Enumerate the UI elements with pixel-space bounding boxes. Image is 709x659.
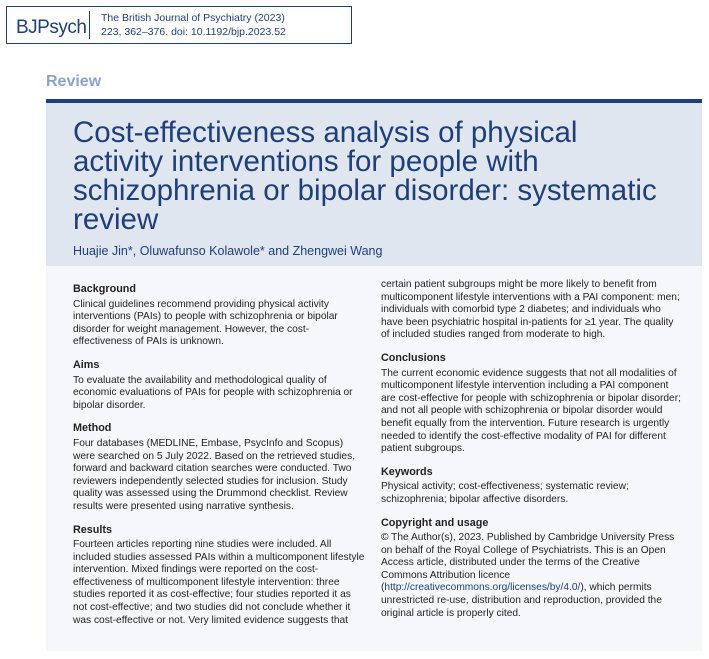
journal-name: The British Journal of Psychiatry (2023) — [101, 12, 285, 24]
copyright-text-start: © The Author(s), 2023. Published by Cambridge University Press on behalf of the Royal College of Psychiatrists. This is an Open Access article, distributed under the terms of the Creative Commons Attribution licence ( — [381, 532, 675, 594]
method-text: Four databases (MEDLINE, Embase, PsycInfo and Scopus) were searched on 5 July 2022. Based on the retrieved studies, forward and backward citation searches were conducted. Two reviewers independently selected studies for inclusion. Study quality was assessed using the Drummond checklist. Review results were presented using narrative synthesis. — [73, 437, 356, 512]
abstract-right-column — [381, 281, 681, 630]
abstract-left-column — [73, 283, 367, 637]
article-type-label: Review — [46, 73, 102, 90]
logo-divider — [89, 11, 90, 39]
results-heading: Results — [73, 523, 113, 536]
author-list: Huajie Jin*, Oluwafunso Kolawole* and Zhengwei Wang — [73, 244, 383, 258]
journal-header-box — [6, 6, 352, 44]
conclusions-heading: Conclusions — [381, 351, 446, 364]
results-text: Fourteen articles reporting nine studies were included. All included studies assessed PAIs within a multicomponent lifestyle intervention. Mixed findings were reported on the cost-effectiveness of multicomponent lifestyle intervention: three studies reported it as cost-effective; four studies reported it as not cost-effective; and two studies did not conclude whether it was cost-effective or not. Very limited evidence suggests that — [73, 539, 365, 626]
keywords-heading: Keywords — [381, 465, 433, 478]
aims-heading: Aims — [73, 358, 100, 371]
journal-citation — [101, 11, 286, 39]
method-heading: Method — [73, 422, 112, 435]
conclusions-text: The current economic evidence suggests that not all modalities of multicomponent lifestyle intervention including a PAI component are cost-effective for people with schizophrenia or bipolar disorder; and not all people with schizophrenia or bipolar disorder would benefit equally from the intervention. Future research is urgently needed to identify the cost-effective modality of PAI for different patient subgroups. — [381, 367, 681, 455]
copyright-text-end: ), which permits unrestricted re-use, distribution and reproduction, provided the original article is properly cited. — [381, 582, 662, 619]
aims-text: To evaluate the availability and methodological quality of economic evaluations of PAIs for people with schizophrenia or bipolar disorder. — [73, 374, 353, 411]
copyright-text — [381, 532, 681, 620]
license-link[interactable]: http://creativecommons.org/licenses/by/4.0/ — [384, 582, 581, 594]
background-text: Clinical guidelines recommend providing physical activity interventions (PAIs) to people with schizophrenia or bipolar disorder for weight management. However, the cost-effectiveness of PAIs is unknown. — [73, 298, 338, 348]
keywords-text: Physical activity; cost-effectiveness; systematic review; schizophrenia; bipolar affective disorders. — [381, 481, 629, 505]
journal-logo: BJPsych — [16, 17, 87, 38]
article-title: Cost-effectiveness analysis of physical activity interventions for people with schizophrenia or bipolar disorder: systematic review — [73, 116, 657, 236]
journal-volume-doi: 223, 362–376. doi: 10.1192/bjp.2023.52 — [101, 26, 286, 38]
results-text-continued: certain patient subgroups might be more likely to benefit from multicomponent lifestyle interventions with a PAI component: men; individuals with comorbid type 2 diabetes; and individuals who have been psychiatric hospital in-patients for ≥1 year. The quality of included studies ranged from moderate to high. — [381, 279, 680, 341]
copyright-heading: Copyright and usage — [381, 516, 489, 529]
background-heading: Background — [73, 283, 136, 295]
